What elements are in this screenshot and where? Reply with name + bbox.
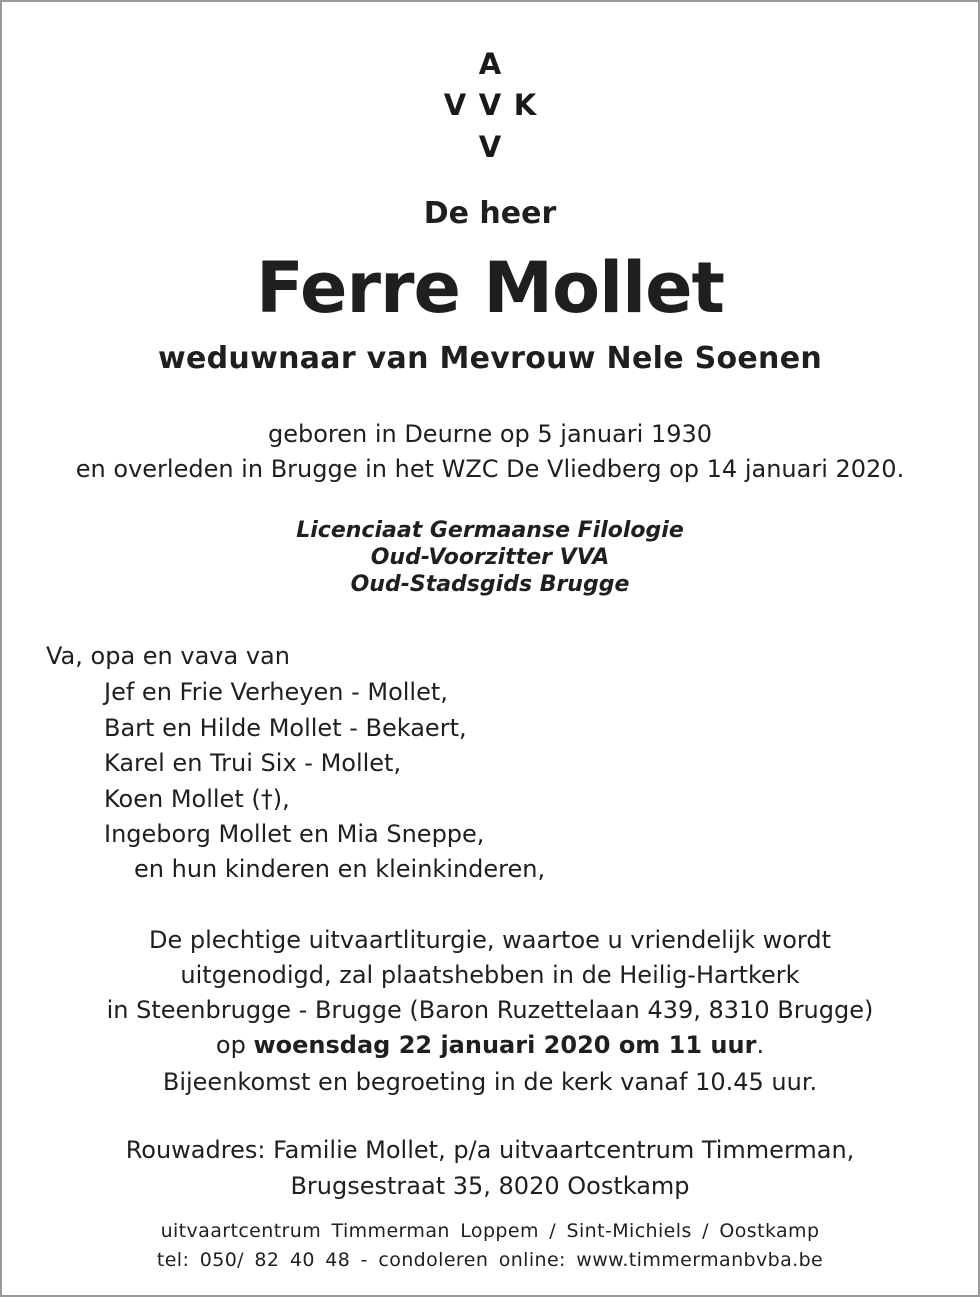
spouse-line: weduwnaar van Mevrouw Nele Soenen (157, 341, 823, 376)
title-line: Oud-Stadsgids Brugge (350, 572, 630, 597)
funeral-date-prefix: op (215, 1031, 246, 1059)
funeral-date-line (2, 1028, 978, 1062)
salutation: De heer (423, 196, 557, 231)
funeral-date-suffix: . (756, 1031, 765, 1059)
title-line: Licenciaat Germaanse Filologie (296, 518, 684, 543)
family-member: Karel en Trui Six - Mollet, (104, 749, 402, 777)
address-line: Rouwadres: Familie Mollet, p/a uitvaartcentrum Timmerman, (125, 1136, 855, 1164)
cross-letter-bottom: V (478, 130, 502, 164)
title-line: Oud-Voorzitter VVA (370, 545, 610, 570)
family-member: Jef en Frie Verheyen - Mollet, (104, 678, 448, 706)
funeral-date: woensdag 22 januari 2020 om 11 uur (253, 1031, 757, 1059)
deceased-name: Ferre Mollet (255, 247, 725, 329)
cross-letter-left: V (443, 88, 467, 122)
death-line: en overleden in Brugge in het WZC De Vliedberg op 14 januari 2020. (75, 455, 905, 483)
cross-letter-center: V (478, 88, 502, 122)
family-intro: Va, opa en vava van (46, 642, 290, 670)
funeral-line: in Steenbrugge - Brugge (Baron Ruzettelaan 439, 8310 Brugge) (106, 996, 874, 1024)
cross-letter-right: K (513, 88, 537, 122)
funeral-line: De plechtige uitvaartliturgie, waartoe u vriendelijk wordt (148, 926, 832, 954)
funeral-home-line: uitvaartcentrum Timmerman Loppem / Sint-Michiels / Oostkamp (160, 1220, 820, 1242)
contact-line: tel: 050/ 82 40 48 - condoleren online: www.timmermanbvba.be (156, 1249, 824, 1271)
gathering-line: Bijeenkomst en begroeting in de kerk vanaf 10.45 uur. (162, 1068, 818, 1096)
cross-letter-top: A (478, 47, 502, 81)
family-member: Bart en Hilde Mollet - Bekaert, (104, 713, 467, 742)
family-member: Ingeborg Mollet en Mia Sneppe, (104, 820, 485, 848)
family-list (104, 675, 484, 853)
family-member: Koen Mollet (†), (104, 784, 290, 813)
funeral-line: uitgenodigd, zal plaatshebben in de Heilig-Hartkerk (180, 961, 800, 989)
family-closing: en hun kinderen en kleinkinderen, (134, 855, 546, 883)
address-line: Brugsestraat 35, 8020 Oostkamp (290, 1172, 690, 1200)
birth-line: geboren in Deurne op 5 januari 1930 (267, 420, 713, 448)
